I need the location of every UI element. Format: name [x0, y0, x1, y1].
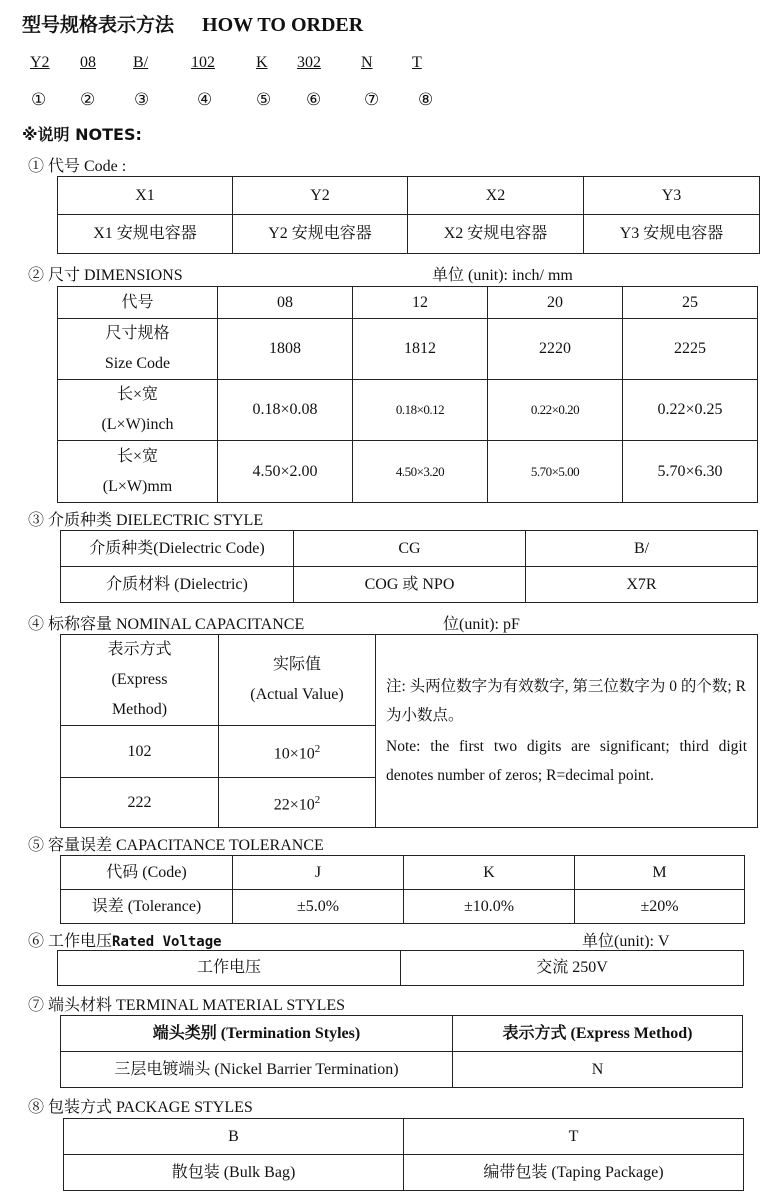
code-cell: Y3 [584, 177, 760, 215]
mm-label-en: (L×W)mm [102, 477, 173, 495]
mm-value-cell: 4.50×2.00 [218, 441, 353, 503]
order-code-4: 102 [191, 54, 215, 71]
section-4-unit: 位(unit): pF [443, 616, 520, 633]
section-1-heading: ① 代号 Code : [28, 158, 127, 175]
dim-header-cell: 12 [353, 287, 488, 319]
code-cell: X1 [58, 177, 233, 215]
order-code-5: K [256, 54, 268, 71]
code-desc-cell: X2 安规电容器 [408, 215, 584, 254]
order-number-7: ⑦ [364, 90, 380, 109]
capacitance-table [60, 634, 758, 828]
dimensions-table [57, 286, 758, 503]
tolerance-value-cell: ±10.0% [404, 890, 575, 924]
section-8-heading: ⑧ 包装方式 PACKAGE STYLES [28, 1099, 253, 1116]
terminal-code-cell: N [453, 1052, 743, 1088]
title-en: HOW TO ORDER [202, 14, 364, 36]
section-2-heading [28, 262, 728, 285]
voltage-table [57, 950, 744, 986]
dim-header-cell: 20 [488, 287, 623, 319]
notes-label: ※说明 NOTES: [22, 125, 142, 144]
code-cell: X2 [408, 177, 584, 215]
tolerance-table [60, 855, 745, 924]
note-cn: 注: 头两位数字为有效数字, 第三位数字为 0 的个数; R 为小数点。 [386, 678, 746, 724]
order-code-1: Y2 [30, 54, 50, 71]
size-value-cell: 2220 [488, 319, 623, 380]
express-header-en1: (Express [111, 671, 168, 688]
order-number-4: ④ [197, 90, 213, 109]
section-6-title-cn: ⑥ 工作电压 [28, 933, 113, 950]
title-cn: 型号规格表示方法 [22, 14, 175, 36]
dielectric-table [60, 530, 758, 603]
section-6-heading [28, 928, 728, 951]
section-3-heading: ③ 介质种类 DIELECTRIC STYLE [28, 512, 264, 529]
order-number-8: ⑧ [418, 90, 434, 109]
tolerance-label-cell: 代码 (Code) [61, 856, 233, 890]
mm-label-cn: 长×宽 [116, 447, 159, 465]
capacitance-note [376, 635, 758, 828]
section-6-title-en: Rated Voltage [112, 934, 222, 950]
mm-value-cell: 4.50×3.20 [353, 441, 488, 503]
tolerance-code-cell: J [233, 856, 404, 890]
section-6-unit: 单位(unit): V [582, 933, 670, 950]
section-2-title: ② 尺寸 DIMENSIONS [28, 267, 183, 284]
express-header-en2: Method) [111, 701, 168, 718]
size-label-cn: 尺寸规格 [105, 325, 170, 342]
package-desc-cell: 编带包装 (Taping Package) [404, 1155, 744, 1191]
section-4-title: ④ 标称容量 NOMINAL CAPACITANCE [28, 616, 305, 633]
note-en: Note: the first two digits are significant; third digit denotes number of zeros; R=decimal point. [386, 738, 747, 784]
inch-label-cell [58, 380, 218, 441]
page-title [22, 10, 363, 37]
package-code-cell: T [404, 1119, 744, 1155]
order-code-6: 302 [297, 54, 321, 71]
capacitance-value-cell: $10\times 10^2$ [219, 726, 376, 778]
order-code-8: T [412, 54, 422, 71]
order-number-2: ② [80, 90, 96, 109]
section-5-heading: ⑤ 容量误差 CAPACITANCE TOLERANCE [28, 837, 324, 854]
mm-value-cell: 5.70×5.00 [488, 441, 623, 503]
size-value-cell: 1808 [218, 319, 353, 380]
actual-header-en: (Actual Value) [250, 686, 344, 703]
tolerance-code-cell: K [404, 856, 575, 890]
capacitance-code-cell: 222 [61, 778, 219, 828]
dim-header-cell: 代号 [58, 287, 218, 319]
inch-value-cell: 0.18×0.08 [218, 380, 353, 441]
express-method-header [61, 635, 219, 726]
inch-label-en: (L×W)inch [101, 416, 174, 433]
code-desc-cell: Y3 安规电容器 [584, 215, 760, 254]
code-desc-cell: Y2 安规电容器 [233, 215, 408, 254]
terminal-header-cell: 表示方式 (Express Method) [453, 1016, 743, 1052]
mm-label-cell [58, 441, 218, 503]
actual-value-header [219, 635, 376, 726]
tolerance-value-cell: ±20% [575, 890, 745, 924]
package-code-cell: B [64, 1119, 404, 1155]
order-code-7: N [361, 54, 373, 71]
size-value-cell: 1812 [353, 319, 488, 380]
dielectric-cell: B/ [526, 531, 758, 567]
tolerance-value-cell: ±5.0% [233, 890, 404, 924]
mm-value-cell: 5.70×6.30 [623, 441, 758, 503]
section-4-heading [28, 611, 728, 634]
order-number-1: ① [31, 90, 47, 109]
order-code-3: B/ [133, 54, 149, 71]
package-table [63, 1118, 744, 1191]
order-number-5: ⑤ [256, 90, 272, 109]
dim-header-cell: 08 [218, 287, 353, 319]
terminal-table [60, 1015, 743, 1088]
inch-value-cell: 0.18×0.12 [353, 380, 488, 441]
order-number-3: ③ [134, 90, 150, 109]
code-cell: Y2 [233, 177, 408, 215]
section-2-unit: 单位 (unit): inch/ mm [432, 267, 573, 284]
voltage-label-cell: 工作电压 [58, 951, 401, 986]
tolerance-label-cell: 误差 (Tolerance) [61, 890, 233, 924]
express-header-cn: 表示方式 [107, 641, 172, 658]
size-value-cell: 2225 [623, 319, 758, 380]
code-desc-cell: X1 安规电容器 [58, 215, 233, 254]
dim-header-cell: 25 [623, 287, 758, 319]
dielectric-cell: CG [294, 531, 526, 567]
size-label-cell [58, 319, 218, 380]
section-7-heading: ⑦ 端头材料 TERMINAL MATERIAL STYLES [28, 997, 346, 1014]
code-table [57, 176, 760, 254]
terminal-header-cell: 端头类别 (Termination Styles) [61, 1016, 453, 1052]
inch-value-cell: 0.22×0.20 [488, 380, 623, 441]
order-code-2: 08 [80, 54, 96, 71]
dielectric-cell: COG 或 NPO [294, 567, 526, 603]
tolerance-code-cell: M [575, 856, 745, 890]
terminal-style-cell: 三层电镀端头 (Nickel Barrier Termination) [61, 1052, 453, 1088]
package-desc-cell: 散包装 (Bulk Bag) [64, 1155, 404, 1191]
dielectric-cell: X7R [526, 567, 758, 603]
size-label-en: Size Code [104, 355, 171, 372]
inch-value-cell: 0.22×0.25 [623, 380, 758, 441]
actual-header-cn: 实际值 [272, 656, 321, 673]
voltage-value-cell: 交流 250V [401, 951, 744, 986]
dielectric-label-cell: 介质种类(Dielectric Code) [61, 531, 294, 567]
order-number-6: ⑥ [306, 90, 322, 109]
capacitance-value-cell: $22\times 10^2$ [219, 778, 376, 828]
inch-label-cn: 长×宽 [116, 386, 159, 403]
capacitance-code-cell: 102 [61, 726, 219, 778]
dielectric-label-cell: 介质材料 (Dielectric) [61, 567, 294, 603]
